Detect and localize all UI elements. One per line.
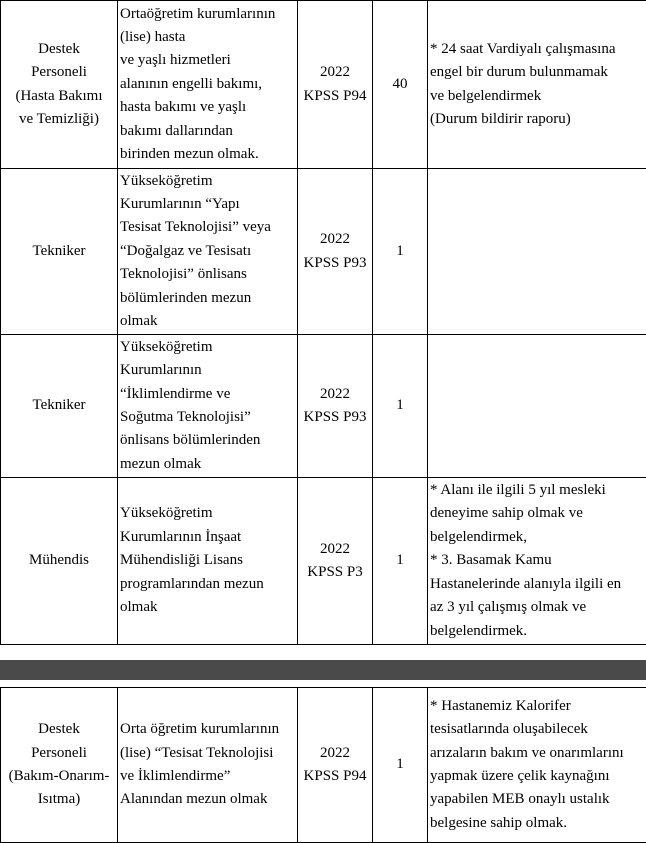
position-count: 1 [373,478,428,645]
position-count: 1 [373,169,428,335]
position-title: Destek Personeli (Bakım-Onarım- Isıtma) [1,688,118,843]
position-requirement: Yükseköğretim Kurumlarının “Yapı Tesisat Teknolojisi” veya “Doğalgaz ve Tesisatı Teknolojisi” önlisans bölümlerinden mezun olmak [118,169,298,335]
position-count: 1 [373,688,428,843]
table-row [1,1,646,169]
position-requirement: Orta öğretim kurumlarının (lise) “Tesisat Teknolojisi ve İklimlendirme” Alanından mezun olmak [118,688,298,843]
kpss-score-type: 2022 KPSS P94 [298,1,373,169]
table-row [1,169,646,335]
position-notes: * Hastanemiz Kalorifer tesisatlarında oluşabilecek arızaların bakım ve onarımlarını yapmak üzere çelik kaynağını yapabilen MEB onaylı ustalık belgesine sahip olmak. [428,688,646,843]
positions-table-continued [0,687,646,843]
table-row [1,335,646,478]
position-title: Destek Personeli (Hasta Bakımı ve Temizliği) [1,1,118,169]
position-requirement: Yükseköğretim Kurumlarının “İklimlendirme ve Soğutma Teknolojisi” önlisans bölümlerinden mezun olmak [118,335,298,478]
position-title: Mühendis [1,478,118,645]
position-requirement: Yükseköğretim Kurumlarının İnşaat Mühendisliği Lisans programlarından mezun olmak [118,478,298,645]
position-title: Tekniker [1,335,118,478]
kpss-score-type: 2022 KPSS P93 [298,335,373,478]
table-row [1,478,646,645]
page-break [0,660,646,680]
position-title: Tekniker [1,169,118,335]
kpss-score-type: 2022 KPSS P3 [298,478,373,645]
position-notes [428,169,646,335]
position-requirement: Ortaöğretim kurumlarının (lise) hasta ve yaşlı hizmetleri alanının engelli bakımı, hasta bakımı ve yaşlı bakımı dallarından birinden mezun olmak. [118,1,298,169]
position-notes: * Alanı ile ilgili 5 yıl mesleki deneyime sahip olmak ve belgelendirmek, * 3. Basamak Kamu Hastanelerinde alanıyla ilgili en az 3 yıl çalışmış olmak ve belgelendirmek. [428,478,646,645]
position-notes [428,335,646,478]
kpss-score-type: 2022 KPSS P94 [298,688,373,843]
position-notes: * 24 saat Vardiyalı çalışmasına engel bir durum bulunmamak ve belgelendirmek (Durum bildirir raporu) [428,1,646,169]
position-count: 40 [373,1,428,169]
position-count: 1 [373,335,428,478]
kpss-score-type: 2022 KPSS P93 [298,169,373,335]
table-row [1,688,646,843]
